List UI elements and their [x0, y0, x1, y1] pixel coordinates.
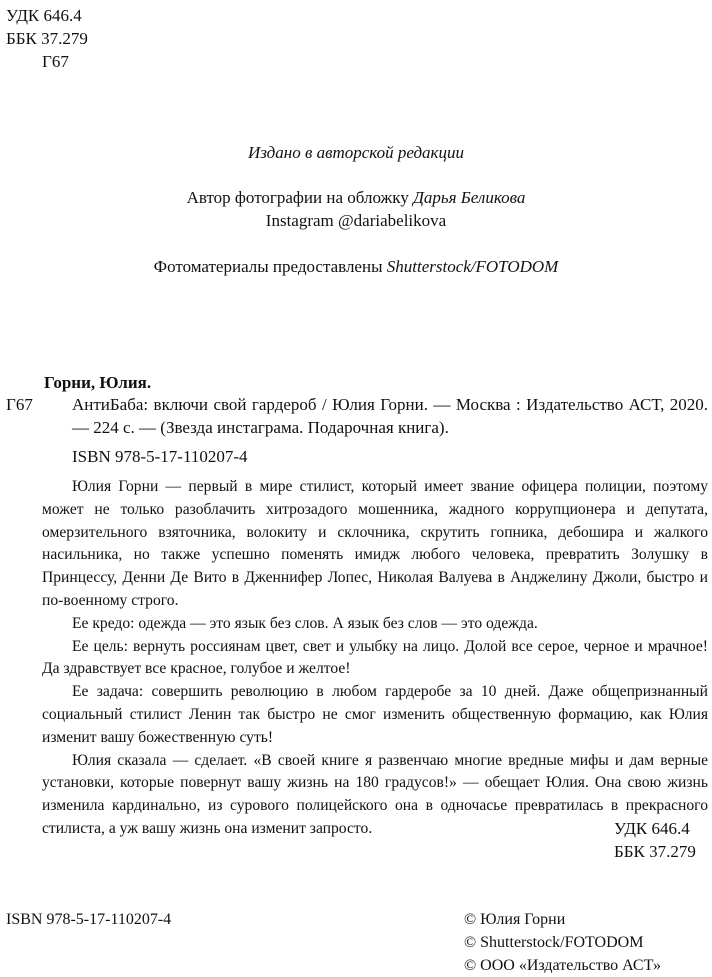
- copyright-line: © Shutterstock/FOTODOM: [464, 934, 644, 951]
- annotation-paragraph: Ее кредо: одежда — это язык без слов. А язык без слов — это одежда.: [72, 614, 538, 632]
- annotation-paragraph: Ее задача: совершить революцию в любом гардеробе за 10 дней. Даже общепризнанный социальный стилист Ленин так быстро не смог изменить общественную формацию, как Юлия изменит вашу божественную суть!: [42, 683, 708, 746]
- catalog-heading: Горни, Юлия.: [44, 373, 152, 392]
- photo-author-line: [0, 186, 712, 209]
- photo-author-name: Дарья Беликова: [413, 188, 526, 207]
- author-sign: Г67: [42, 52, 69, 71]
- bbk-code: ББК 37.279: [614, 842, 696, 861]
- annotation: [42, 476, 708, 841]
- annotation-paragraph: Юлия сказала — сделает. «В своей книге я развенчаю многие вредные мифы и дам верные установки, которые повернут вашу жизнь на 180 градусов!» — обещает Юлия. Она свою жизнь изменила кардинально, из сурового полицейского она в одночасье превратилась в прекрасного стилиста, а уж вашу жизнь она изменит запросто.: [42, 751, 708, 837]
- materials-line: [0, 255, 712, 278]
- copyright-line: © ООО «Издательство АСТ»: [464, 957, 661, 974]
- footer-isbn: ISBN 978-5-17-110207-4: [6, 911, 172, 928]
- udk-code: УДК 646.4: [6, 6, 82, 25]
- bibliographic-description: АнтиБаба: включи свой гардероб / Юлия Горни. — Москва : Издательство АСТ, 2020. — 224 с. — (Звезда инстаграма. Подарочная книга).: [72, 395, 708, 437]
- materials-prefix: Фотоматериалы предоставлены: [153, 257, 387, 276]
- copyright-block: [464, 908, 661, 977]
- udk-code: УДК 646.4: [614, 819, 690, 838]
- catalog-isbn: ISBN 978-5-17-110207-4: [72, 447, 248, 466]
- annotation-paragraph: Юлия Горни — первый в мире стилист, который имеет звание офицера полиции, поэтому может не только разоблачить хитрозадого мошенника, жадного коррупционера и депутата, омерзительного взяточника, волокиту и склочника, скрутить гопника, дебошира и жалкого насильника, но также успешно поменять имидж любого человека, превратить Золушку в Принцессу, Денни Де Вито в Дженнифер Лопес, Николая Валуева в Анджелину Джоли, быстро и по-военному строго.: [42, 478, 708, 609]
- bottom-classification-codes: [614, 817, 696, 863]
- materials-source: Shutterstock/FOTODOM: [386, 257, 559, 276]
- edition-note: Издано в авторской редакции: [247, 143, 465, 162]
- photo-author-prefix: Автор фотографии на обложку: [186, 188, 414, 207]
- annotation-paragraph: Ее цель: вернуть россиянам цвет, свет и улыбку на лицо. Долой все серое, черное и мрачное! Да здравствует все красное, голубое и желтое!: [42, 637, 708, 678]
- bbk-code: ББК 37.279: [6, 29, 88, 48]
- top-classification-codes: [6, 4, 88, 73]
- catalog-author-sign: Г67: [6, 395, 33, 414]
- instagram-line: Instagram @dariabelikova: [265, 211, 447, 230]
- copyright-line: © Юлия Горни: [464, 911, 566, 928]
